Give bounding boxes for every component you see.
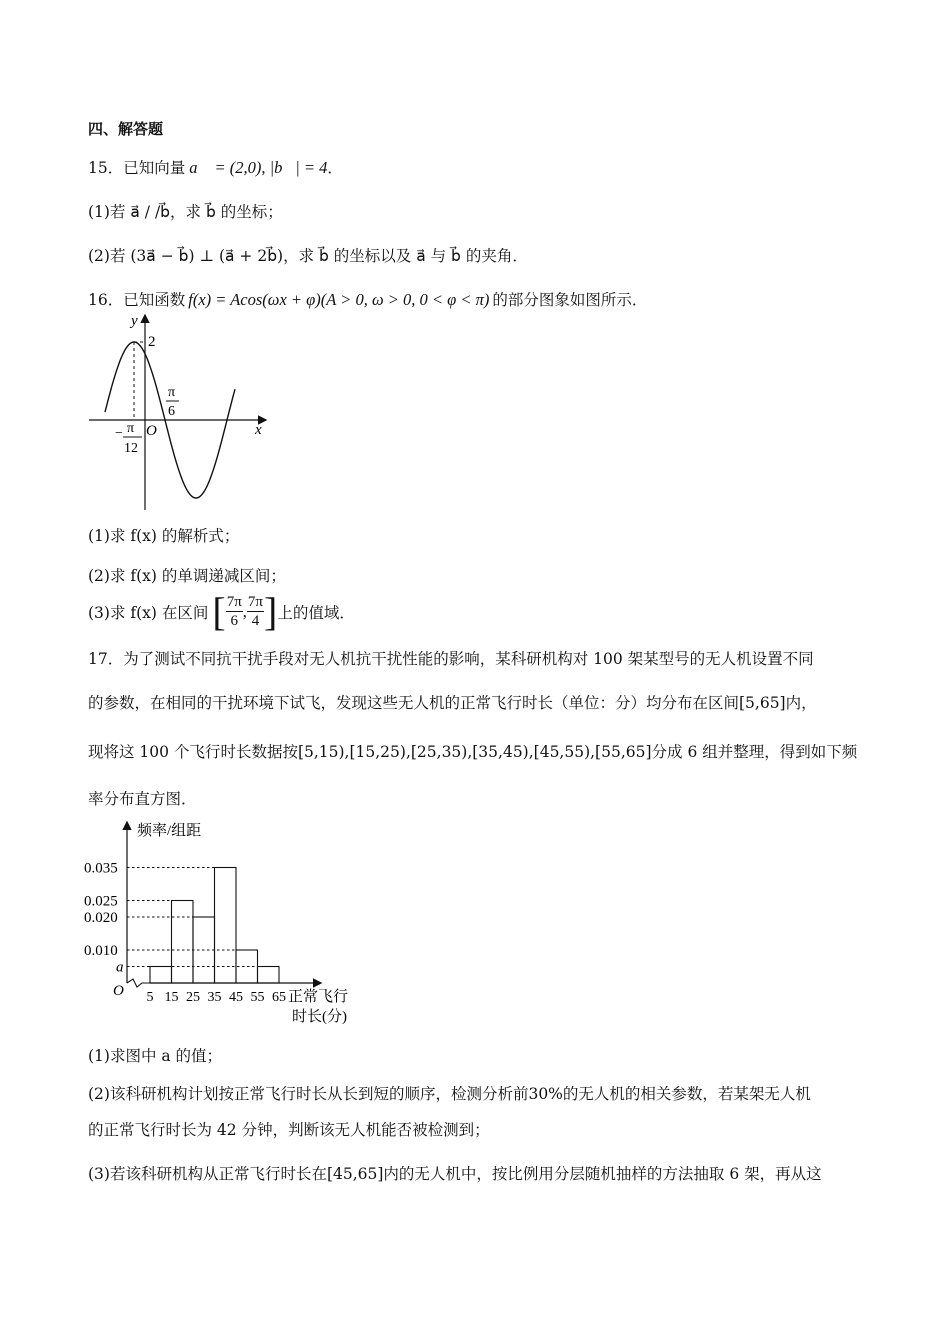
- graph-max-label: 2: [148, 334, 156, 350]
- q16-stem-b: 的部分图象如图所示．: [492, 291, 648, 309]
- q15-stem-math: a⃗ = (2,0), |b⃗| = 4: [189, 158, 328, 177]
- histo-x-label-line1: 正常飞行: [288, 989, 349, 1005]
- q16-stem: [88, 288, 647, 310]
- q17-number: 17．: [88, 650, 124, 668]
- q17-part1: (1)求图中 a 的值；: [88, 1047, 223, 1065]
- histo-origin: O: [113, 983, 124, 999]
- q16-part3: [88, 588, 355, 634]
- q16-part3-a: (3)求 f(x) 在区间: [88, 603, 209, 622]
- histo-y-tick-label: 0.020: [84, 910, 118, 926]
- interval-left-den: 6: [230, 613, 238, 629]
- histo-axis-break: [127, 979, 150, 987]
- graph-y-label: y: [131, 313, 138, 329]
- histo-bar-15-25: [172, 901, 194, 984]
- q17-part3: (3)若该科研机构从正常飞行时长在[45,65]内的无人机中，按比例用分层随机抽样的方法抽取 6 架，再从这: [88, 1165, 822, 1183]
- q16-number: 16．: [88, 291, 124, 309]
- q16-interval: [212, 588, 278, 634]
- q17-part2-line1: (2)该科研机构计划按正常飞行时长从长到短的顺序，检测分析前30%的无人机的相关参数，若某架无人机: [88, 1085, 811, 1103]
- histo-x-tick-label: 5: [146, 990, 154, 1005]
- graph-origin-label: O: [146, 423, 157, 439]
- q17-para1-text: 为了测试不同抗干扰手段对无人机抗干扰性能的影响，某科研机构对 100 架某型号的无人机设置不同: [123, 650, 814, 668]
- q15-part2: (2)若 (3a⃗ − b⃗) ⊥ (a⃗ + 2b⃗)，求 b⃗ 的坐标以及 a⃗ 与 b⃗ 的夹角．: [88, 247, 528, 265]
- graph-peak-num: π: [127, 421, 135, 436]
- q17-para4: 率分布直方图．: [88, 790, 197, 808]
- histo-x-tick-label: 55: [250, 990, 265, 1005]
- interval-right-den: 4: [251, 613, 260, 629]
- histo-x-label-line2: 时长(分): [292, 1009, 347, 1025]
- histo-bar-35-45: [215, 868, 237, 984]
- histo-y-tick-label: 0.025: [84, 893, 118, 910]
- cosine-graph: [85, 310, 275, 515]
- histo-x-tick-label: 45: [229, 990, 243, 1005]
- q16-stem-math: f(x) = Acos(ωx + φ)(A > 0, ω > 0, 0 < φ < π): [188, 290, 490, 309]
- interval-right-frac: [247, 593, 264, 630]
- q17-part2-line2: 的正常飞行时长为 42 分钟，判断该无人机能否被检测到；: [88, 1121, 490, 1139]
- q15-stem: [88, 156, 343, 178]
- q16-part3-b: 上的值域．: [277, 603, 355, 622]
- graph-peak-sign: −: [115, 426, 123, 441]
- q15-part1: (1)若 a⃗ / /b⃗，求 b⃗ 的坐标；: [88, 203, 283, 221]
- q15-number: 15．: [88, 159, 124, 177]
- q16-stem-a: 已知函数: [123, 291, 186, 309]
- section-title: 四、解答题: [88, 120, 164, 138]
- interval-right-num: 7π: [247, 594, 263, 610]
- histo-x-tick-label: 25: [186, 990, 200, 1005]
- frequency-histogram: [80, 815, 380, 1030]
- histo-bar-55-65: [258, 967, 280, 984]
- histo-bar-5-15: [150, 967, 172, 984]
- graph-zero-num: π: [168, 385, 176, 400]
- q16-part2: (2)求 f(x) 的单调递减区间；: [88, 567, 286, 585]
- interval-left-num: 7π: [226, 594, 242, 610]
- histo-y-tick-label: 0.010: [84, 943, 118, 959]
- histo-x-tick-label: 35: [207, 990, 222, 1005]
- interval-left-frac: [226, 593, 243, 630]
- interval-right-bracket: ]: [264, 588, 278, 634]
- q17-para1: [88, 647, 814, 669]
- graph-x-label: x: [255, 422, 262, 438]
- graph-zero-den: 6: [168, 404, 175, 419]
- interval-comma: ,: [242, 601, 247, 621]
- q16-part1: (1)求 f(x) 的解析式；: [88, 527, 240, 545]
- histo-x-tick-label: 65: [272, 990, 286, 1005]
- interval-left-bracket: [: [212, 588, 226, 634]
- graph-peak-den: 12: [124, 441, 138, 456]
- q17-para2: 的参数，在相同的干扰环境下试飞，发现这些无人机的正常飞行时长（单位：分）均分布在区间[5,65]内，: [88, 694, 817, 712]
- q17-para3: 现将这 100 个飞行时长数据按[5,15),[15,25),[25,35),[35,45),[45,55),[55,65]分成 6 组并整理，得到如下频: [88, 743, 858, 761]
- histo-y-tick-label: 0.035: [84, 860, 118, 877]
- q15-stem-text: 已知向量: [123, 159, 186, 177]
- histo-x-tick-label: 15: [164, 990, 179, 1005]
- q15-stem-end: ．: [327, 159, 343, 177]
- histo-y-label: 频率/组距: [137, 823, 202, 839]
- histo-a-label: a: [116, 959, 124, 976]
